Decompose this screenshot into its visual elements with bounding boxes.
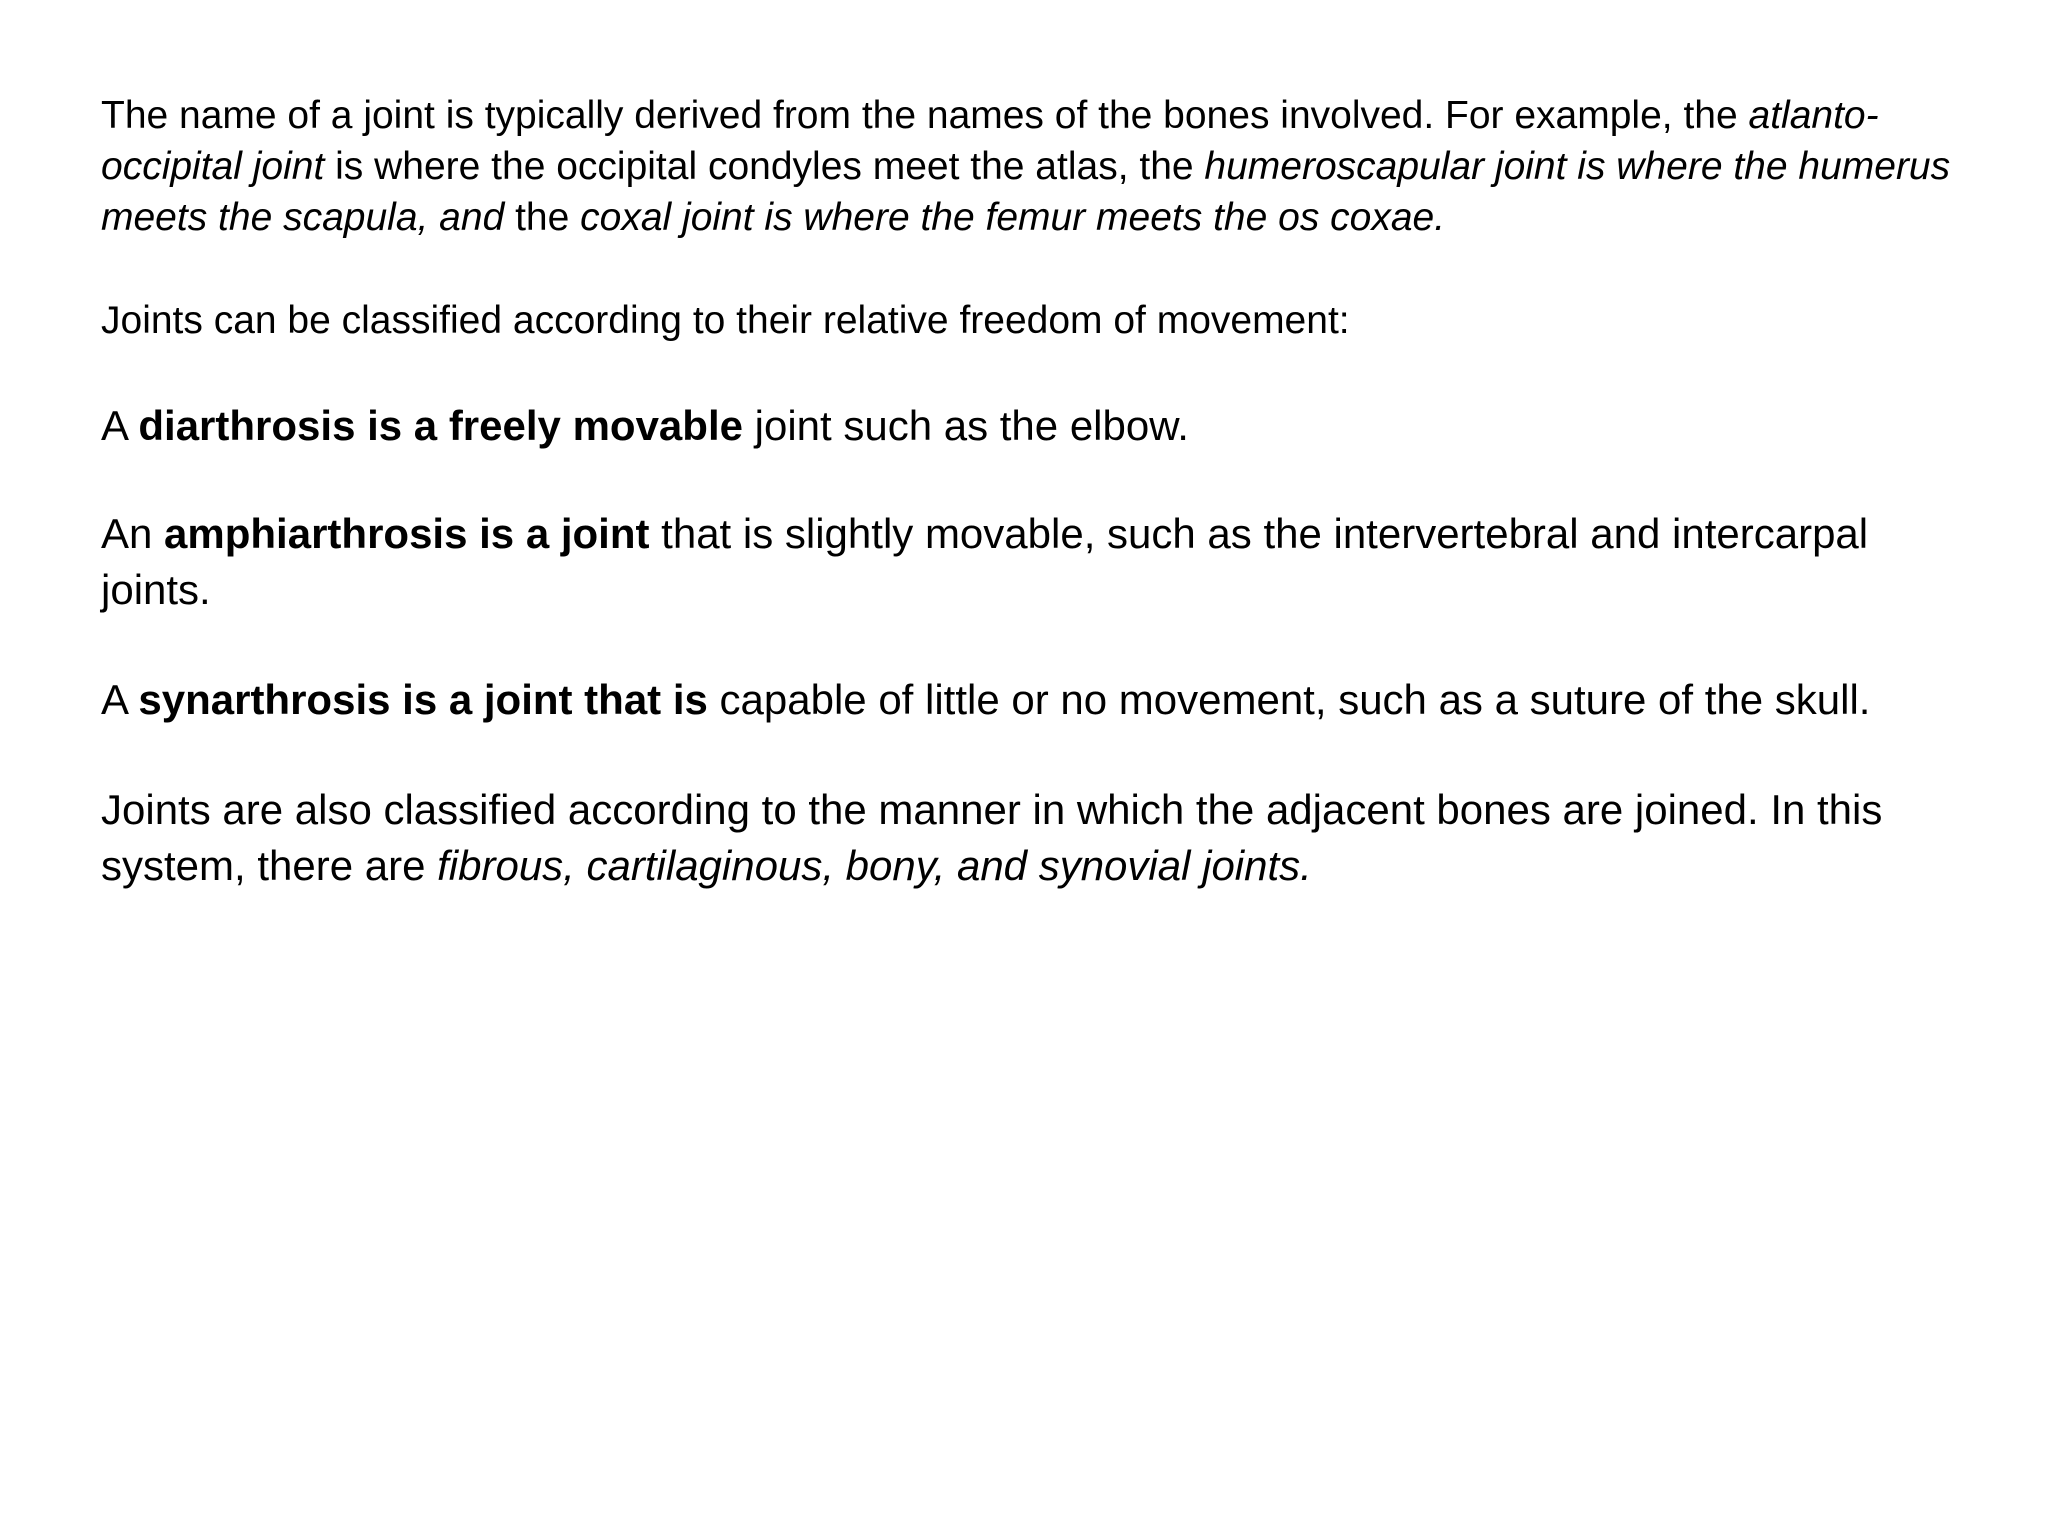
text-segment: that is slightly movable, such as the intervertebral and intercarpal joints. <box>101 510 1869 613</box>
paragraph-classification-intro <box>101 295 1961 346</box>
text-segment-italic: fibrous, cartilaginous, bony, and synovial joints. <box>437 842 1312 889</box>
text-segment-bold: synarthrosis is a joint that is <box>138 676 708 723</box>
text-segment: A <box>101 676 139 723</box>
text-segment: An <box>101 510 165 557</box>
paragraph-synarthrosis <box>101 672 1961 728</box>
paragraph-structural-classification <box>101 782 1961 894</box>
text-segment: joint such as the elbow. <box>742 402 1189 449</box>
text-segment-italic: atlanto-occipital joint <box>101 94 1879 188</box>
text-segment-bold: diarthrosis is a freely movable <box>138 402 743 449</box>
text-segment: A <box>101 402 139 449</box>
text-segment: Joints are also classified according to the manner in which the adjacent bones are joined. In this system, there are <box>101 786 1883 889</box>
paragraph-joint-naming <box>101 90 1961 243</box>
text-segment: the <box>504 196 581 239</box>
text-segment: capable of little or no movement, such as a suture of the skull. <box>707 676 1871 723</box>
text-segment: The name of a joint is typically derived from the names of the bones involved. For example, the <box>101 94 1749 137</box>
text-segment-bold: amphiarthrosis is a joint <box>164 510 650 557</box>
text-segment: Joints can be classified according to their relative freedom of movement: <box>101 299 1350 342</box>
slide-body <box>101 90 1961 894</box>
paragraph-diarthrosis <box>101 398 1961 454</box>
text-segment-italic: coxal joint is where the femur meets the os coxae. <box>580 196 1446 239</box>
text-segment: is where the occipital condyles meet the atlas, the <box>324 145 1205 188</box>
text-segment-italic: humeroscapular joint is where the humerus meets the scapula, and <box>101 145 1951 239</box>
paragraph-amphiarthrosis <box>101 506 1961 618</box>
